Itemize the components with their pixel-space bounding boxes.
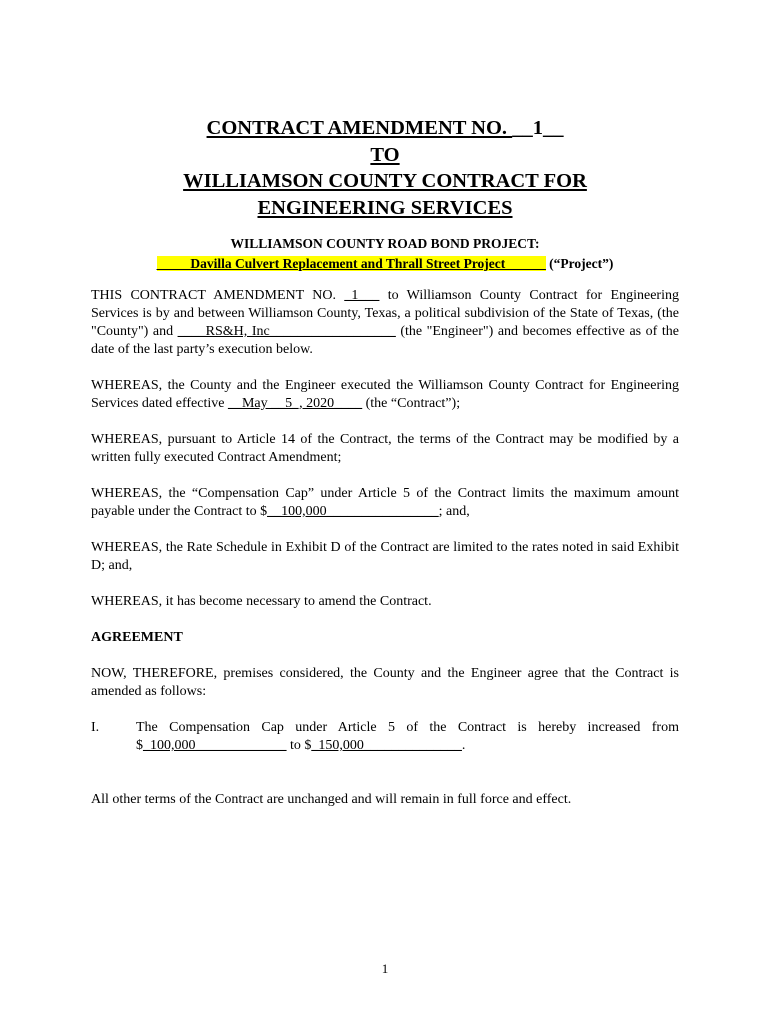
project-block	[0, 234, 770, 274]
item-text-2: to $	[286, 738, 312, 753]
document-body	[91, 287, 679, 827]
whereas-executed-text-2: (the “Contract”);	[362, 396, 461, 411]
paragraph-whereas-cap	[91, 485, 679, 521]
title-line-to: TO	[370, 143, 400, 166]
whereas-cap-text-1: WHEREAS, the “Compensation Cap” under Article 5 of the Contract limits the maximum amount payable under the Contract to $	[91, 486, 679, 519]
intro-amendment-number: _1___	[344, 288, 380, 303]
paragraph-whereas-article14: WHEREAS, pursuant to Article 14 of the Contract, the terms of the Contract may be modified by a written fully executed Contract Amendment;	[91, 432, 679, 465]
project-heading: WILLIAMSON COUNTY ROAD BOND PROJECT:	[230, 236, 540, 251]
intro-text-3: (the "Engineer") and becomes effective as of the date of the last party’s execution below.	[91, 324, 679, 357]
whereas-executed-text-1: WHEREAS, the County and the Engineer executed the Williamson County Contract for Engineering Services dated effective	[91, 378, 679, 411]
item-text-1: The Compensation Cap under Article 5 of the Contract is hereby increased from $	[136, 720, 679, 753]
title-line-services: ENGINEERING SERVICES	[257, 196, 513, 219]
cap-from-amount: _100,000_____________	[143, 738, 287, 753]
engineer-name: ____RS&H, Inc__________________	[177, 324, 396, 339]
contract-date: __May __5_, 2020____	[227, 396, 363, 411]
document-title	[0, 115, 770, 221]
page-number: 1	[381, 961, 389, 976]
cap-to-amount: _150,000______________	[311, 738, 462, 753]
agreement-heading: AGREEMENT	[91, 630, 183, 645]
item-text-3: .	[461, 738, 466, 753]
project-name: _____Davilla Culvert Replacement and Thrall Street Project______	[156, 256, 546, 271]
item-number: I.	[91, 720, 100, 735]
intro-text-1: THIS CONTRACT AMENDMENT NO.	[91, 288, 345, 303]
paragraph-whereas-executed	[91, 377, 679, 413]
paragraph-closing: All other terms of the Contract are unchanged and will remain in full force and effect.	[91, 792, 572, 807]
paragraph-whereas-necessary: WHEREAS, it has become necessary to amend the Contract.	[91, 594, 432, 609]
title-line-amendment	[0, 115, 770, 142]
intro-text-2: to Williamson County Contract for Engineering Services is by and between Williamson County, Texas, a political subdivision of the State of Texas, (the "County") and	[91, 288, 679, 339]
amendment-item-1	[91, 719, 679, 755]
title-amendment-number: __1__	[512, 117, 564, 139]
project-name-line	[0, 254, 770, 274]
project-suffix: (“Project”)	[545, 256, 614, 271]
item-text	[136, 719, 679, 755]
paragraph-intro	[91, 287, 679, 359]
title-amendment-prefix: CONTRACT AMENDMENT NO.	[206, 117, 513, 139]
whereas-cap-text-2: ; and,	[438, 504, 470, 519]
compensation-cap-amount: __100,000________________	[267, 504, 439, 519]
paragraph-whereas-rates: WHEREAS, the Rate Schedule in Exhibit D of the Contract are limited to the rates noted in said Exhibit D; and,	[91, 540, 679, 573]
title-line-contract: WILLIAMSON COUNTY CONTRACT FOR	[183, 170, 587, 192]
paragraph-now-therefore: NOW, THEREFORE, premises considered, the County and the Engineer agree that the Contract is amended as follows:	[91, 666, 679, 699]
